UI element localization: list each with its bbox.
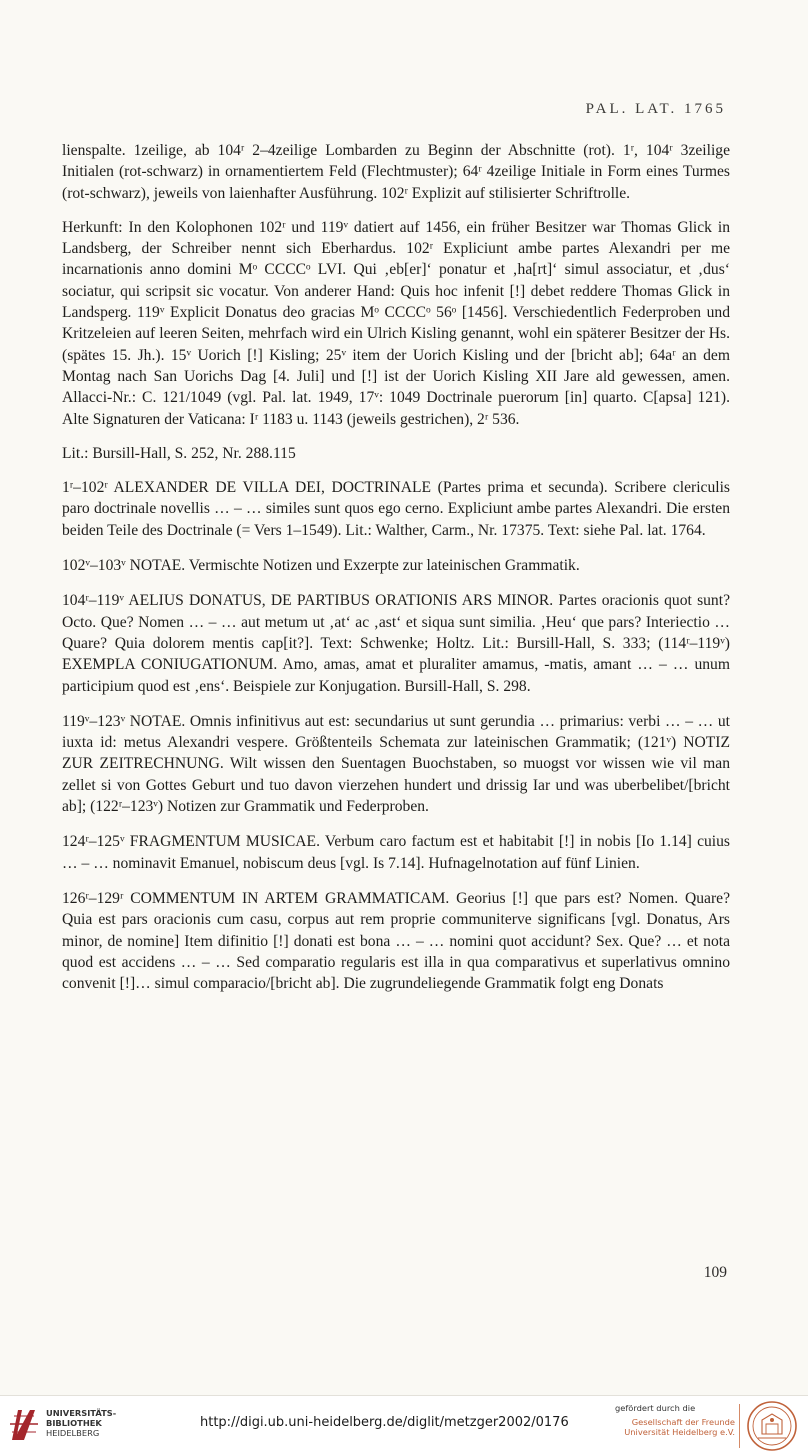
sponsor-name-line1[interactable]: Gesellschaft der Freunde xyxy=(631,1416,735,1427)
content-entry-donatus: 104ʳ–119ᵛ AELIUS DONATUS, DE PARTIBUS ORATIONIS ARS MINOR. Partes oracionis quot sunt? Octo. Que? Nomen … – … aut metum ut ‚at‘ ac ‚ast‘ et siqua sunt similia. ‚Heu‘ que pars? Interiectio … Quare? Quia dolorem mentis cap[it?]. Text: Schwenke; Holtz. Lit.: Bursill-Hall, S. 333; (114ʳ–119ᵛ) EXEMPLA CONIUGATIONUM. Amo, amas, amat et pluraliter amamus, -matis, amant … – … unum participium quod est ‚ens‘. Beispiele zur Konjugation. Bursill-Hall, S. 298. xyxy=(62,592,730,695)
catalog-entry-text xyxy=(62,140,730,1008)
sponsor-name-line2[interactable]: Universität Heidelberg e.V. xyxy=(624,1427,735,1437)
content-entry-doctrinale: 1ʳ–102ʳ ALEXANDER DE VILLA DEI, DOCTRINALE (Partes prima et secunda). Scribere clericulis paro doctrinale novellis … – … similes sunt quos ego cerno. Expliciunt ambe partes Alexandri. Die ersten beiden Teile des Doctrinale (= Vers 1–1549). Lit.: Walther, Carm., Nr. 17375. Text: siehe Pal. lat. 1764. xyxy=(62,479,730,539)
funded-by-label: gefördert durch die xyxy=(615,1403,696,1413)
running-head: PAL. LAT. 1765 xyxy=(585,101,726,117)
content-entry-notae-2: 119ᵛ–123ᵛ NOTAE. Omnis infinitivus aut est: secundarius ut sunt gerundia … primarius: verbi … – … ut iuxta id: metus Alexandri vespere. Größtenteils Schemata zur lateinischen Grammatik; (121ᵛ) NOTIZ ZUR ZEITRECHNUNG. Wilt wissen den Suentagen Buochstaben, so muogst vor wissen wie vil man zellet si von Gottes Geburt und tuo davon vierzehen hundert und drissig Iar und was uberbelibet/[bricht ab]; (122ʳ–123ᵛ) Notizen zur Grammatik und Federproben. xyxy=(62,712,730,816)
content-entry-commentum: 126ʳ–129ʳ COMMENTUM IN ARTEM GRAMMATICAM. Georius [!] que pars est? Nomen. Quare? Quia est pars oracionis cum casu, corpus aut rem proprie communiterve significans [vgl. Donatus, Ars minor, de nomine] Item difinitio [!] donati est bona … – … nomini quot accidunt? Sex. Que? … et nota quod est accidens … – … Sed comparatio regularis est illa in qua comparativus et superlativus omnino convenit [!]… simul comparacio/[bricht ab]. Die zugrundeliegende Grammatik folgt eng Donats xyxy=(62,889,730,993)
library-logo-icon[interactable] xyxy=(8,1404,40,1444)
content-entry-notae-1: 102ᵛ–103ᵛ NOTAE. Vermischte Notizen und Exzerpte zur lateinischen Grammatik. xyxy=(62,557,580,575)
footer-divider xyxy=(739,1404,740,1448)
library-name-line3: HEIDELBERG xyxy=(46,1428,100,1438)
paragraph-provenance: Herkunft: In den Kolophonen 102ʳ und 119ᵛ datiert auf 1456, ein früher Besitzer war Thomas Glick in Landsberg, der Schreiber nennt sich Eberhardus. 102ʳ Expliciunt ambe partes Alexandri per me incarnationis anno domini Mᵒ CCCCᵒ LVI. Qui ‚eb[er]‘ ponatur et ‚ha[rt]‘ simul associatur, et ‚dus‘ sociatur, qui scripsit sic vocatur. Von anderer Hand: Quis hoc infenit [!] debet reddere Thomas Glick in Landsperg. 119ᵛ Explicit Donatus deo gracias Mᵒ CCCCᵒ 56ᵒ [1456]. Verschiedentlich Federproben und Kritzeleien auf leeren Seiten, mehrfach wird ein Ulrich Kisling genannt, wohl ein späterer Besitzer der Hs. (spätes 15. Jh.). 15ᵛ Uorich [!] Kisling; 25ᵛ item der Uorich Kisling und der [bricht ab]; 64aʳ an dem Montag nach San Uorichs Dag [4. Juli] und [!] ist der Uorich Kisling XII Jare ald gewessen, amen. Allacci-Nr.: C. 121/1049 (vgl. Pal. lat. 1949, 17ᵛ: 1049 Doctrinale puerorum [in] quarto. C[apsa] 121). Alte Signaturen der Vaticana: Iʳ 1183 u. 1143 (jeweils gestrichen), 2ʳ 536. xyxy=(62,218,730,428)
library-logo-text xyxy=(46,1408,116,1438)
library-name-line2: BIBLIOTHEK xyxy=(46,1418,102,1428)
university-seal-icon xyxy=(746,1400,798,1452)
content-entry-musicae: 124ʳ–125ᵛ FRAGMENTUM MUSICAE. Verbum caro factum est et habitabit [!] in nobis [Io 1.14] cuius … – … nominavit Emanuel, nobiscum deus [vgl. Is 7.14]. Hufnagelnotation auf fünf Linien. xyxy=(62,833,730,872)
library-name-line1: UNIVERSITÄTS- xyxy=(46,1408,117,1418)
viewer-footer xyxy=(0,1395,808,1455)
permalink-url[interactable]: http://digi.ub.uni-heidelberg.de/diglit/metzger2002/0176 xyxy=(200,1415,569,1430)
paragraph-decoration: lienspalte. 1zeilige, ab 104ʳ 2–4zeilige Lombarden zu Beginn der Abschnitte (rot). 1ʳ, 104ʳ 3zeilige Initialen (rot-schwarz) in ornamentiertem Feld (Flechtmuster); 64ʳ 4zeilige Initiale in Form eines Turmes (rot-schwarz), jeweils von laienhafter Ausführung. 102ʳ Explizit auf stilisierter Schriftrolle. xyxy=(62,142,730,202)
paragraph-literature: Lit.: Bursill-Hall, S. 252, Nr. 288.115 xyxy=(62,444,296,462)
sponsor-credit xyxy=(615,1403,735,1438)
page-number: 109 xyxy=(703,1264,727,1281)
